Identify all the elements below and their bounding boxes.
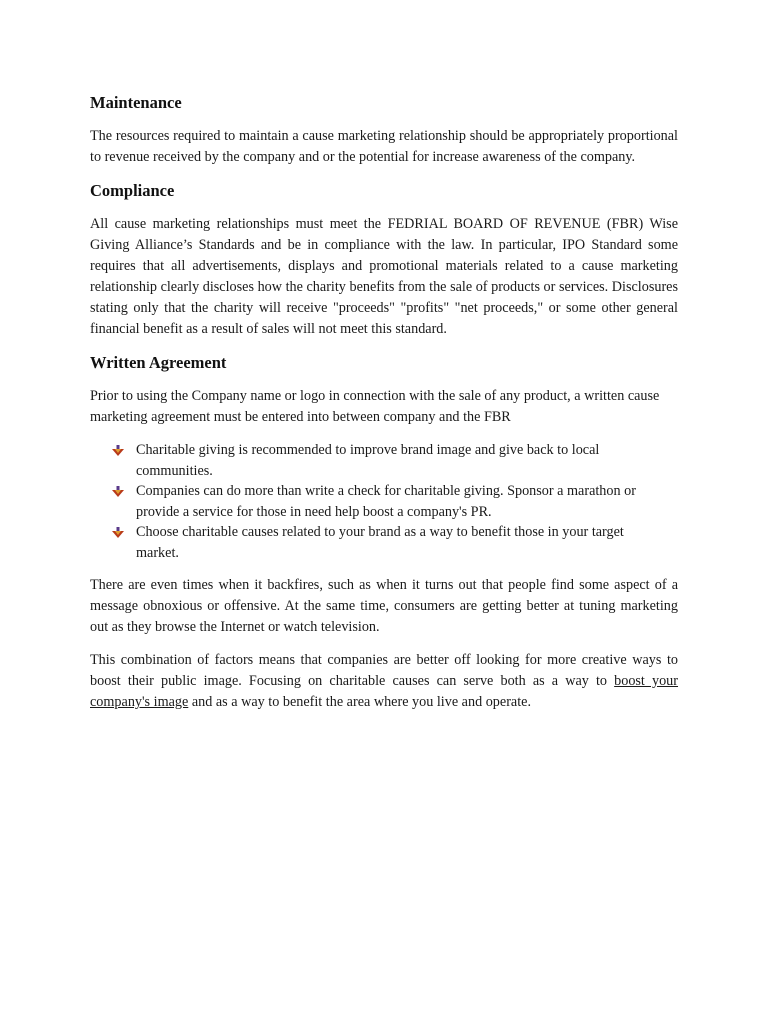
bullet-text: Charitable giving is recommended to improve brand image and give back to local communities. [136,442,600,479]
maintenance-paragraph: The resources required to maintain a cause marketing relationship should be appropriately proportional to revenue received by the company and or the potential for increase awareness of the company. [90,128,678,165]
compliance-paragraph: All cause marketing relationships must meet the FEDRIAL BOARD OF REVENUE (FBR) Wise Giving Alliance’s Standards and be in compliance with the law. In particular, IPO Standard some requires that all advertisements, displays and promotional materials related to a cause marketing relationship clearly discloses how the charity benefits from the sale of products or services. Disclosures stating only that the charity will receive "proceeds" "profits" "net proceeds," or some other general financial benefit as a result of sales will not meet this standard. [90,216,678,337]
bullet-text: Choose charitable causes related to your brand as a way to benefit those in your target market. [136,524,624,561]
list-item [112,522,652,563]
maintenance-heading: Maintenance [90,93,182,112]
written-agreement-paragraph: Prior to using the Company name or logo in connection with the sale of any product, a written cause marketing agreement must be entered into between company and the FBR [90,388,660,425]
arrow-down-bullet-icon [112,445,124,456]
bullet-list [112,440,678,563]
compliance-heading: Compliance [90,181,175,200]
closing-paragraph [90,650,678,713]
closing-text-before: This combination of factors means that companies are better off looking for more creative ways to boost their public image. Focusing on charitable causes can serve both as a way to [90,652,678,689]
arrow-down-bullet-icon [112,527,124,538]
list-item [112,440,652,481]
list-item [112,481,652,522]
backfire-paragraph: There are even times when it backfires, such as when it turns out that people find some aspect of a message obnoxious or offensive. At the same time, consumers are getting better at tuning marketing out as they browse the Internet or watch television. [90,577,678,635]
document-page [90,92,678,713]
boost-image-link[interactable]: boost your company's image [90,673,679,710]
arrow-down-bullet-icon [112,486,124,497]
closing-text-after: and as a way to benefit the area where you live and operate. [188,694,532,710]
written-agreement-heading: Written Agreement [90,353,227,372]
bullet-text: Companies can do more than write a check for charitable giving. Sponsor a marathon or provide a service for those in need help boost a company's PR. [136,483,636,520]
